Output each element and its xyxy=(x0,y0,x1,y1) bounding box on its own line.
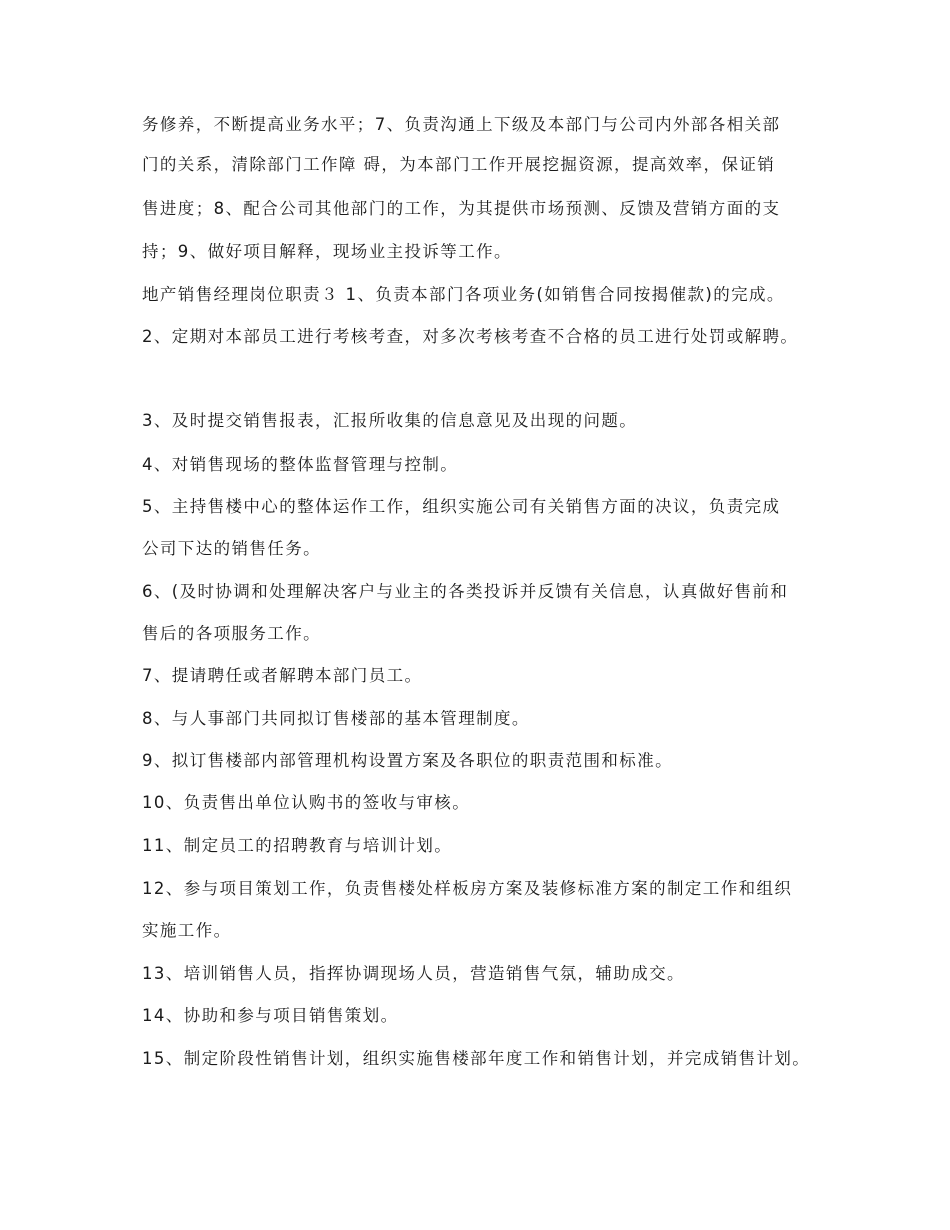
text-line: 持；9、做好项目解释，现场业主投诉等工作。 xyxy=(142,242,512,261)
text-line: 12、参与项目策划工作，负责售楼处样板房方案及装修标准方案的制定工作和组织 xyxy=(142,879,793,898)
text-line: 门的关系，清除部门工作障 碍，为本部门工作开展挖掘资源，提高效率，保证销 xyxy=(142,155,776,174)
text-line: 5、主持售楼中心的整体运作工作，组织实施公司有关销售方面的决议，负责完成 xyxy=(142,497,781,516)
text-line: 实施工作。 xyxy=(142,921,232,940)
text-line: 3、及时提交销售报表，汇报所收集的信息意见及出现的问题。 xyxy=(142,411,638,430)
text-line: 7、提请聘任或者解聘本部门员工。 xyxy=(142,666,423,685)
text-line: 10、负责售出单位认购书的签收与审核。 xyxy=(142,793,471,812)
text-line: 15、制定阶段性销售计划，组织实施售楼部年度工作和销售计划，并完成销售计划。 xyxy=(142,1049,811,1068)
text-line: 售后的各项服务工作。 xyxy=(142,624,321,643)
text-line: 售进度；8、配合公司其他部门的工作，为其提供市场预测、反馈及营销方面的支 xyxy=(142,199,781,218)
text-line: 9、拟订售楼部内部管理机构设置方案及各职位的职责范围和标准。 xyxy=(142,751,673,770)
text-line: 8、与人事部门共同拟订售楼部的基本管理制度。 xyxy=(142,709,530,728)
text-line: 地产销售经理岗位职责３ 1、负责本部门各项业务(如销售合同按揭催款)的完成。 xyxy=(142,285,785,304)
text-line: 4、对销售现场的整体监督管理与控制。 xyxy=(142,455,459,474)
text-line: 11、制定员工的招聘教育与培训计划。 xyxy=(142,836,453,855)
text-line: 公司下达的销售任务。 xyxy=(142,539,321,558)
text-line: 6、(及时协调和处理解决客户与业主的各类投诉并反馈有关信息，认真做好售前和 xyxy=(142,582,789,601)
text-line: 13、培训销售人员，指挥协调现场人员，营造销售气氛，辅助成交。 xyxy=(142,964,685,983)
text-line: 14、协助和参与项目销售策划。 xyxy=(142,1006,399,1025)
text-line: 2、定期对本部员工进行考核考查，对多次考核考查不合格的员工进行处罚或解聘。 xyxy=(142,327,799,346)
text-line: 务修养，不断提高业务水平；7、负责沟通上下级及本部门与公司内外部各相关部 xyxy=(142,115,781,134)
